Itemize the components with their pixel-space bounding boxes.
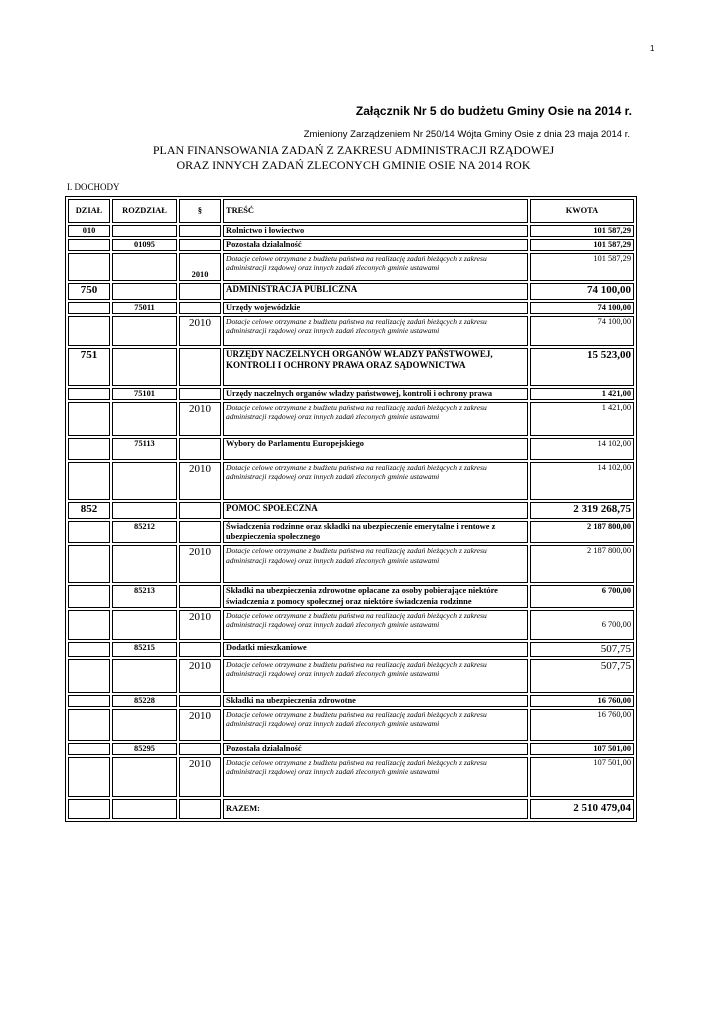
rozdzial-cell: 85213 bbox=[112, 585, 177, 607]
description-cell: Dotacje celowe otrzymane z budżetu państwa na realizację zadań bieżących z zakresu administracji rządowej oraz innych zadań zleconych gminie ustawami bbox=[223, 253, 528, 281]
paragraf-cell: 2010 bbox=[179, 316, 221, 346]
kwota-cell: 74 100,00 bbox=[530, 302, 634, 314]
total-label: RAZEM: bbox=[223, 799, 528, 819]
tresc-cell: URZĘDY NACZELNYCH ORGANÓW WŁADZY PAŃSTWOWEJ, KONTROLI I OCHRONY PRAWA ORAZ SĄDOWNICTWA bbox=[223, 348, 528, 386]
tresc-cell: Urzędy naczelnych organów władzy państwowej, kontroli i ochrony prawa bbox=[223, 388, 528, 400]
table-row bbox=[68, 316, 634, 346]
dzial-cell: 750 bbox=[68, 283, 110, 300]
paragraf-cell: 2010 bbox=[179, 402, 221, 436]
tresc-cell: Dodatki mieszkaniowe bbox=[223, 642, 528, 657]
kwota-cell: 101 587,29 bbox=[530, 239, 634, 251]
kwota-cell: 1 421,00 bbox=[530, 402, 634, 436]
attachment-title: Załącznik Nr 5 do budżetu Gminy Osie na 2014 r. bbox=[355, 104, 632, 118]
description-cell: Dotacje celowe otrzymane z budżetu państwa na realizację zadań bieżących z zakresu administracji rządowej oraz innych zadań zleconych gminie ustawami bbox=[223, 610, 528, 640]
table-row bbox=[68, 438, 634, 460]
table-row bbox=[68, 283, 634, 300]
paragraf-cell: 2010 bbox=[179, 545, 221, 583]
header-dzial: DZIAŁ bbox=[68, 199, 110, 223]
kwota-cell: 6 700,00 bbox=[530, 610, 634, 640]
paragraf-cell: 2010 bbox=[179, 757, 221, 797]
tresc-cell: Rolnictwo i łowiectwo bbox=[223, 225, 528, 237]
header-paragraf: § bbox=[179, 199, 221, 223]
table-row bbox=[68, 642, 634, 657]
tresc-cell: Wybory do Parlamentu Europejskiego bbox=[223, 438, 528, 460]
description-cell: Dotacje celowe otrzymane z budżetu państwa na realizację zadań bieżących z zakresu administracji rządowej oraz innych zadań zleconych gminie ustawami bbox=[223, 462, 528, 500]
budget-table bbox=[65, 196, 637, 822]
table-row bbox=[68, 743, 634, 755]
total-amount: 2 510 479,04 bbox=[530, 799, 634, 819]
description-cell: Dotacje celowe otrzymane z budżetu państwa na realizację zadań bieżących z zakresu administracji rządowej oraz innych zadań zleconych gminie ustawami bbox=[223, 709, 528, 741]
kwota-cell: 74 100,00 bbox=[530, 316, 634, 346]
rozdzial-cell: 01095 bbox=[112, 239, 177, 251]
table-row bbox=[68, 709, 634, 741]
rozdzial-cell: 75011 bbox=[112, 302, 177, 314]
rozdzial-cell: 85215 bbox=[112, 642, 177, 657]
paragraf-cell: 2010 bbox=[179, 253, 221, 281]
tresc-cell: Pozostała działalność bbox=[223, 239, 528, 251]
tresc-cell: Urzędy wojewódzkie bbox=[223, 302, 528, 314]
rozdzial-cell: 85295 bbox=[112, 743, 177, 755]
tresc-cell: Świadczenia rodzinne oraz składki na ubezpieczenie emerytalne i rentowe z ubezpieczenia społecznego bbox=[223, 521, 528, 543]
kwota-cell: 14 102,00 bbox=[530, 462, 634, 500]
amended-note: Zmieniony Zarządzeniem Nr 250/14 Wójta Gminy Osie z dnia 23 maja 2014 r. bbox=[303, 129, 630, 140]
table-row bbox=[68, 585, 634, 607]
table-row bbox=[68, 545, 634, 583]
dzial-cell: 852 bbox=[68, 502, 110, 519]
table-row bbox=[68, 388, 634, 400]
kwota-cell: 16 760,00 bbox=[530, 709, 634, 741]
table-row bbox=[68, 462, 634, 500]
kwota-cell: 1 421,00 bbox=[530, 388, 634, 400]
table-row bbox=[68, 521, 634, 543]
kwota-cell: 14 102,00 bbox=[530, 438, 634, 460]
rozdzial-cell: 85212 bbox=[112, 521, 177, 543]
tresc-cell: Pozostała działalność bbox=[223, 743, 528, 755]
table-row bbox=[68, 402, 634, 436]
tresc-cell: Składki na ubezpieczenia zdrowotne bbox=[223, 695, 528, 707]
table-row bbox=[68, 502, 634, 519]
total-row bbox=[68, 799, 634, 819]
kwota-cell: 2 187 800,00 bbox=[530, 545, 634, 583]
kwota-cell: 6 700,00 bbox=[530, 585, 634, 607]
description-cell: Dotacje celowe otrzymane z budżetu państwa na realizację zadań bieżących z zakresu administracji rządowej oraz innych zadań zleconych gminie ustawami bbox=[223, 545, 528, 583]
kwota-cell: 2 319 268,75 bbox=[530, 502, 634, 519]
description-cell: Dotacje celowe otrzymane z budżetu państwa na realizację zadań bieżących z zakresu administracji rządowej oraz innych zadań zleconych gminie ustawami bbox=[223, 757, 528, 797]
tresc-cell: Składki na ubezpieczenia zdrowotne opłacane za osoby pobierające niektóre świadczenia z pomocy społecznej oraz niektóre świadczenia rodzinne bbox=[223, 585, 528, 607]
kwota-cell: 74 100,00 bbox=[530, 283, 634, 300]
kwota-cell: 107 501,00 bbox=[530, 743, 634, 755]
kwota-cell: 101 587,29 bbox=[530, 253, 634, 281]
paragraf-cell: 2010 bbox=[179, 610, 221, 640]
page-number: 1 bbox=[650, 44, 655, 53]
section-label: I. DOCHODY bbox=[67, 182, 120, 192]
table-row bbox=[68, 659, 634, 693]
table-row bbox=[68, 302, 634, 314]
rozdzial-cell: 75113 bbox=[112, 438, 177, 460]
paragraf-cell: 2010 bbox=[179, 462, 221, 500]
description-cell: Dotacje celowe otrzymane z budżetu państwa na realizację zadań bieżących z zakresu administracji rządowej oraz innych zadań zleconych gminie ustawami bbox=[223, 402, 528, 436]
table-row bbox=[68, 348, 634, 386]
rozdzial-cell: 85228 bbox=[112, 695, 177, 707]
table-row bbox=[68, 610, 634, 640]
rozdzial-cell: 75101 bbox=[112, 388, 177, 400]
table-row bbox=[68, 225, 634, 237]
tresc-cell: POMOC SPOŁECZNA bbox=[223, 502, 528, 519]
header-rozdzial: ROZDZIAŁ bbox=[112, 199, 177, 223]
kwota-cell: 507,75 bbox=[530, 642, 634, 657]
dzial-cell: 751 bbox=[68, 348, 110, 386]
kwota-cell: 101 587,29 bbox=[530, 225, 634, 237]
plan-title-line1: PLAN FINANSOWANIA ZADAŃ Z ZAKRESU ADMINISTRACJI RZĄDOWEJ bbox=[152, 143, 555, 157]
kwota-cell: 2 187 800,00 bbox=[530, 521, 634, 543]
table-row bbox=[68, 253, 634, 281]
table-row bbox=[68, 695, 634, 707]
paragraf-cell: 2010 bbox=[179, 659, 221, 693]
description-cell: Dotacje celowe otrzymane z budżetu państwa na realizację zadań bieżących z zakresu administracji rządowej oraz innych zadań zleconych gminie ustawami bbox=[223, 659, 528, 693]
header-tresc: TREŚĆ bbox=[223, 199, 528, 223]
tresc-cell: ADMINISTRACJA PUBLICZNA bbox=[223, 283, 528, 300]
table-header-row bbox=[68, 199, 634, 223]
table-row bbox=[68, 757, 634, 797]
kwota-cell: 107 501,00 bbox=[530, 757, 634, 797]
plan-title-line2: ORAZ INNYCH ZADAŃ ZLECONYCH GMINIE OSIE NA 2014 ROK bbox=[176, 158, 531, 172]
header-kwota: KWOTA bbox=[530, 199, 634, 223]
paragraf-cell: 2010 bbox=[179, 709, 221, 741]
kwota-cell: 16 760,00 bbox=[530, 695, 634, 707]
description-cell: Dotacje celowe otrzymane z budżetu państwa na realizację zadań bieżących z zakresu administracji rządowej oraz innych zadań zleconych gminie ustawami bbox=[223, 316, 528, 346]
table-row bbox=[68, 239, 634, 251]
kwota-cell: 507,75 bbox=[530, 659, 634, 693]
kwota-cell: 15 523,00 bbox=[530, 348, 634, 386]
dzial-cell: 010 bbox=[68, 225, 110, 237]
